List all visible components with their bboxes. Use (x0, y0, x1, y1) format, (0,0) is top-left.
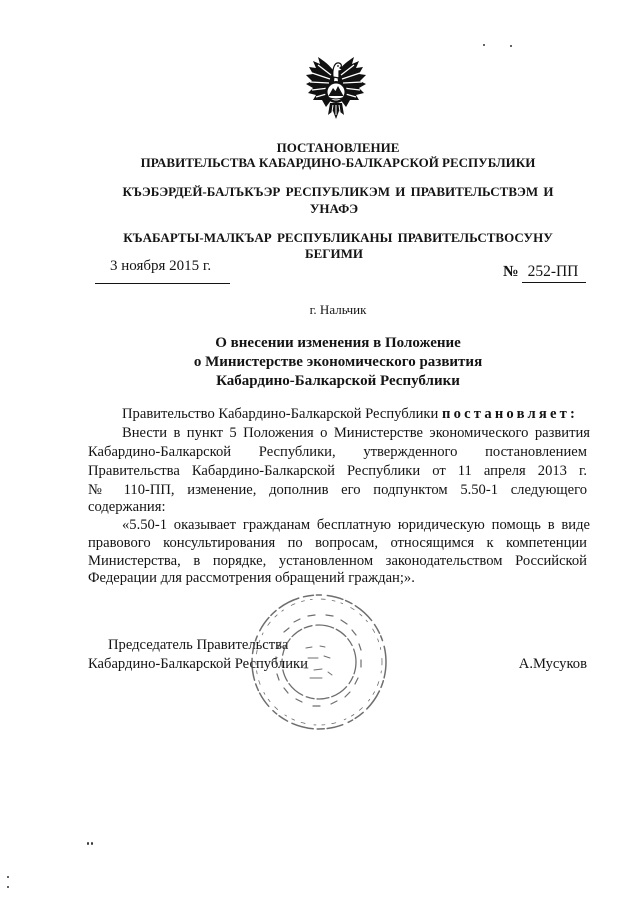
issuer-title-kabardian: КЪЭБЭРДЕЙ-БАЛЪКЪЭР РЕСПУБЛИКЭМ И ПРАВИТЕЛЬСТВЭМ И (122, 184, 554, 199)
issuer-title-balkar-cont: БЕГИМИ (304, 246, 364, 261)
scan-speck (7, 886, 9, 888)
scan-speck (87, 842, 89, 845)
scan-speck (7, 876, 9, 878)
signatory-organization: Кабардино-Балкарской Республики (88, 656, 308, 672)
date-underline (95, 283, 230, 284)
decree-intro-line (122, 405, 590, 423)
body-line: Министерства, в порядке, установленном законодательством Российской (88, 553, 587, 569)
signatory-position: Председатель Правительства (108, 637, 289, 653)
body-line: «5.50-1 оказывает гражданам бесплатную юридическую помощь в виде (122, 517, 590, 533)
body-line: Федерации для рассмотрения обращений граждан;». (88, 570, 415, 586)
doc-type-title: ПОСТАНОВЛЕНИЕ (276, 140, 400, 155)
scan-speck (510, 45, 512, 47)
scan-speck (483, 44, 485, 46)
body-line: Правительства Кабардино-Балкарской Республики от 11 апреля 2013 г. (88, 463, 587, 479)
number-sign: № (503, 263, 519, 280)
signatory-name: А.Мусуков (518, 656, 587, 672)
subject-line: О внесении изменения в Положение (215, 335, 461, 351)
document-number (503, 263, 578, 281)
body-line: Внести в пункт 5 Положения о Министерстве экономического развития (122, 425, 590, 441)
scan-speck (91, 842, 93, 845)
body-line: содержания: (88, 499, 166, 515)
number-underline (522, 282, 586, 283)
issuer-title-kabardian-cont: УНАФЭ (309, 201, 359, 216)
decree-word: постановляет: (442, 406, 579, 422)
subject-line: Кабардино-Балкарской Республики (216, 373, 460, 389)
coat-of-arms-icon (304, 55, 368, 121)
document-date: 3 ноября 2015 г. (110, 258, 212, 274)
body-line: Кабардино-Балкарской Республики, утвержденного постановлением (88, 444, 587, 460)
body-line: № 110-ПП, изменение, дополнив его подпунктом 5.50-1 следующего (88, 482, 587, 498)
number-value: 252-ПП (527, 263, 579, 280)
subject-line: о Министерстве экономического развития (193, 354, 483, 370)
issuer-title-balkar: КЪАБАРТЫ-МАЛКЪАР РЕСПУБЛИКАНЫ ПРАВИТЕЛЬСТВОСУНУ (123, 230, 553, 245)
city-label: г. Нальчик (309, 302, 367, 317)
issuer-title: ПРАВИТЕЛЬСТВА КАБАРДИНО-БАЛКАРСКОЙ РЕСПУБЛИКИ (140, 155, 536, 170)
body-line: правового консультирования по вопросам, относящимся к компетенции (88, 535, 587, 551)
decree-intro: Правительство Кабардино-Балкарской Республики (122, 406, 439, 422)
